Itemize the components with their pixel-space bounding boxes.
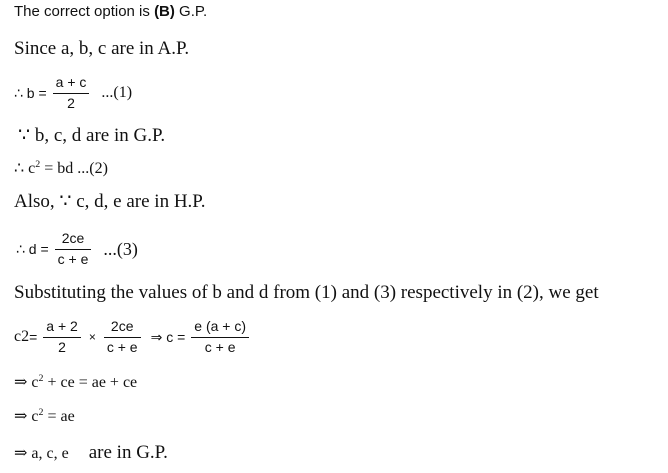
- eq7-pre: ⇒ a, c, e: [14, 445, 69, 462]
- answer-suffix: G.P.: [174, 3, 208, 20]
- eq1-denominator: 2: [67, 94, 75, 111]
- gp-text: ∵ b, c, d are in G.P.: [18, 125, 166, 146]
- eq4-c: c: [14, 328, 22, 345]
- eq2-pre: ∴ c: [14, 160, 36, 177]
- eq5-post: + ce = ae + ce: [43, 374, 138, 391]
- also-text: Also, ∵ c, d, e are in H.P.: [14, 191, 206, 212]
- eq4-f1-numerator: a + 2: [43, 319, 81, 337]
- substitute-line: [14, 282, 599, 304]
- eq4-f2-denominator: c + e: [106, 338, 138, 355]
- eq4-implies: ⇒ c =: [150, 328, 186, 345]
- also-line: [14, 190, 206, 213]
- eq7-post: are in G.P.: [88, 442, 168, 463]
- eq4-f1-denominator: 2: [58, 338, 66, 355]
- gp-line: [18, 124, 165, 147]
- equation-7: [14, 442, 168, 464]
- eq4-equals: =: [29, 329, 38, 345]
- eq4-f3-numerator: e (a + c): [191, 319, 249, 337]
- eq1-fraction: [53, 75, 90, 111]
- answer-line: [14, 3, 207, 20]
- eq5-pre: ⇒ c: [14, 374, 39, 391]
- equation-3: [16, 222, 138, 276]
- eq6-pre: ⇒ c: [14, 408, 39, 425]
- eq4-fraction-3: [191, 319, 249, 355]
- eq4-times: ×: [88, 330, 96, 344]
- eq4-f3-denominator: c + e: [204, 338, 236, 355]
- eq3-tag: ...(3): [103, 238, 138, 259]
- eq4-fraction-1: [43, 319, 81, 355]
- eq3-numerator: 2ce: [55, 231, 92, 249]
- since-line: [14, 38, 189, 60]
- eq4-fraction-2: [104, 319, 141, 355]
- eq6-post: = ae: [43, 408, 75, 425]
- eq4-f2-numerator: 2ce: [104, 319, 141, 337]
- equation-4: c 2 = $\frac{a + 2}{2}$ × $\frac{2ce}{c + e}$ ⇒ c = $\frac{e (a + c)}{c + e}$: [14, 310, 249, 364]
- equation-1: [14, 66, 132, 120]
- eq5-exponent: 2: [38, 373, 44, 385]
- eq1-numerator: a + c: [53, 75, 90, 93]
- answer-prefix: The correct option is: [14, 3, 155, 20]
- eq6-exponent: 2: [38, 407, 44, 419]
- eq2-post: = bd ...(2): [40, 160, 108, 177]
- equation-5: [14, 372, 137, 392]
- eq3-denominator: c + e: [57, 250, 89, 267]
- eq1-tag: ...(1): [101, 84, 133, 101]
- eq3-fraction: [55, 231, 92, 267]
- since-text: Since a, b, c are in A.P.: [14, 38, 190, 59]
- eq3-lhs: ∴ d =: [16, 240, 49, 257]
- equation-6: [14, 406, 75, 426]
- substitute-text: Substituting the values of b and d from (1) and (3) respectively in (2), we get: [14, 282, 599, 303]
- answer-option: (B): [154, 3, 175, 20]
- eq1-lhs: ∴ b =: [14, 84, 47, 101]
- equation-2: [14, 158, 108, 178]
- eq2-exponent: 2: [35, 159, 41, 171]
